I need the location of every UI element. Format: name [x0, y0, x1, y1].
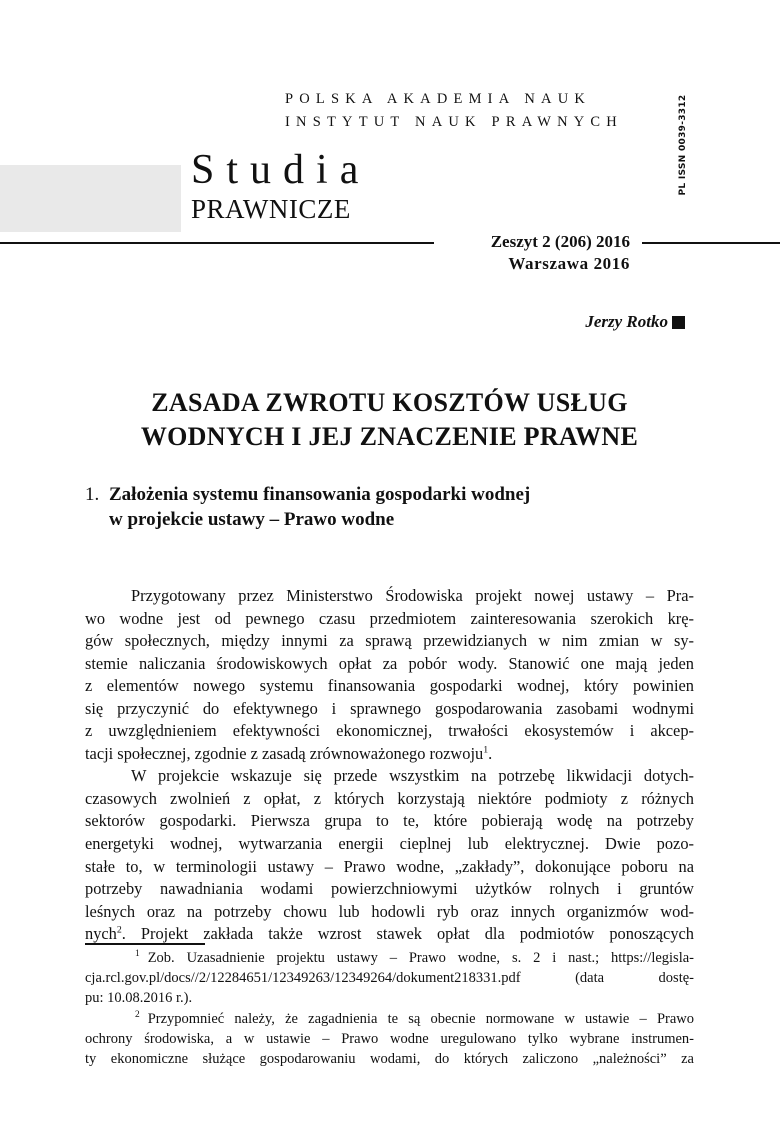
footnote-line: pu: 10.08.2016 r.).: [85, 990, 193, 1007]
footnote-line: ty ekonomiczne służące gospodarowaniu wodami, do których zaliczono „należności” za: [85, 1051, 694, 1068]
footnote-separator: [85, 943, 205, 945]
footnote-line: ochrony środowiska, a w ustawie – Prawo wodne uregulowano tylko wybrane instrumen-: [85, 1030, 694, 1047]
body-line: czasowych zwolnień z opłat, z których korzystają niektóre podmioty z różnych: [85, 788, 694, 808]
body-line-rest: . Projekt zakłada także wzrost stawek opłat dla podmiotów ponoszących: [121, 924, 694, 944]
section-title-line1: Założenia systemu finansowania gospodarki wodnej: [109, 484, 531, 505]
section-title-line2: w projekcie ustawy – Prawo wodne: [109, 509, 395, 530]
body-line: stemie naliczania środowiskowych opłat za pobór wody. Stanowić one mają jeden: [85, 653, 694, 673]
footnote-1: [85, 948, 694, 1009]
body-line: leśnych oraz na potrzeby chowu lub hodowli ryb oraz innych organizmów wod-: [85, 901, 694, 921]
body-line: wo wodne jest od pewnego czasu przedmiotem zainteresowania szerokich krę-: [85, 608, 694, 628]
body-line: gów społecznych, między innymi za sprawą przewidzianych w nim zmian w sy-: [85, 631, 694, 651]
journal-title: Studia: [191, 147, 371, 193]
body-line: z elementów nowego systemu finansowania gospodarki wodnej, który powinien: [85, 676, 694, 696]
header-rule-left: [0, 242, 434, 244]
footnote-line: cja.rcl.gov.pl/docs//2/12284651/12349263/12349264/dokument218331.pdf (data dostę-: [85, 970, 694, 987]
body-line: [85, 743, 694, 766]
article-title: ZASADA ZWROTU KOSZTÓW USŁUG WODNYCH I JEJ ZNACZENIE PRAWNE: [140, 388, 639, 451]
footnote-text: Przypomnieć należy, że zagadnienia te są obecnie normowane w ustawie – Prawo: [147, 1010, 694, 1027]
issn-text: PL ISSN 0039-3312: [678, 94, 688, 196]
author-name: Jerzy Rotko: [585, 312, 668, 331]
body-text: [85, 585, 694, 946]
footnote-text: Zob. Uzasadnienie projektu ustawy – Prawo wodne, s. 2 i nast.; https://legisla-: [147, 950, 694, 966]
section-heading: [85, 482, 705, 532]
section-number: 1.: [85, 484, 100, 505]
author-square-marker: [672, 316, 685, 329]
body-line: potrzeby nawadniania wodami powierzchniowymi użytków rolnych i gruntów: [85, 879, 694, 899]
body-line: energetyki wodnej, wytwarzania energii cieplnej lub elektrycznej. Dwie pozo-: [85, 834, 694, 854]
footnote-ref[interactable]: 1: [483, 744, 489, 756]
paragraph-2: [85, 765, 694, 945]
issue-place-year: Warszawa 2016: [508, 254, 630, 273]
header-rule-right: [642, 242, 780, 244]
footnote-line: [85, 1009, 694, 1029]
body-line-end: .: [488, 743, 493, 763]
footnote-2: [85, 1009, 694, 1070]
body-line-text: tacji społecznej, zgodnie z zasadą zrównoważonego rozwoju: [85, 743, 484, 763]
footnotes: [85, 948, 694, 1069]
body-line: W projekcie wskazuje się przede wszystkim na potrzebę likwidacji dotych-: [131, 766, 694, 786]
institution-name-line2: INSTYTUT NAUK PRAWNYCH: [285, 114, 623, 130]
body-line: się przyczynić do efektywnego i sprawnego gospodarowania zasobami wodnymi: [85, 698, 694, 718]
body-line: Przygotowany przez Ministerstwo Środowiska projekt nowej ustawy – Pra-: [131, 586, 694, 605]
journal-subtitle: PRAWNICZE: [191, 194, 351, 224]
footnote-number: 2: [135, 1009, 140, 1020]
institution-name-line1: POLSKA AKADEMIA NAUK: [285, 91, 592, 107]
body-line: z uwzględnieniem efektywności ekonomicznej, trwałości ekosystemów i akcep-: [85, 721, 694, 741]
issue-number: Zeszyt 2 (206) 2016: [490, 232, 630, 251]
section-heading-line1: [85, 482, 705, 507]
footnote-line: [85, 948, 694, 968]
body-line: sektorów gospodarki. Pierwsza grupa to te, które pobierają wodę na potrzeby: [85, 811, 694, 831]
masthead-gray-block: [0, 165, 181, 232]
paragraph-1: [85, 585, 694, 765]
body-line: stałe to, w terminologii ustawy – Prawo wodne, „zakłady”, dokonujące poboru na: [85, 856, 694, 876]
issn-label: [676, 96, 690, 194]
footnote-number: 1: [135, 949, 140, 960]
footnote-ref[interactable]: 2: [116, 924, 122, 936]
body-line-start: nych: [85, 924, 117, 944]
